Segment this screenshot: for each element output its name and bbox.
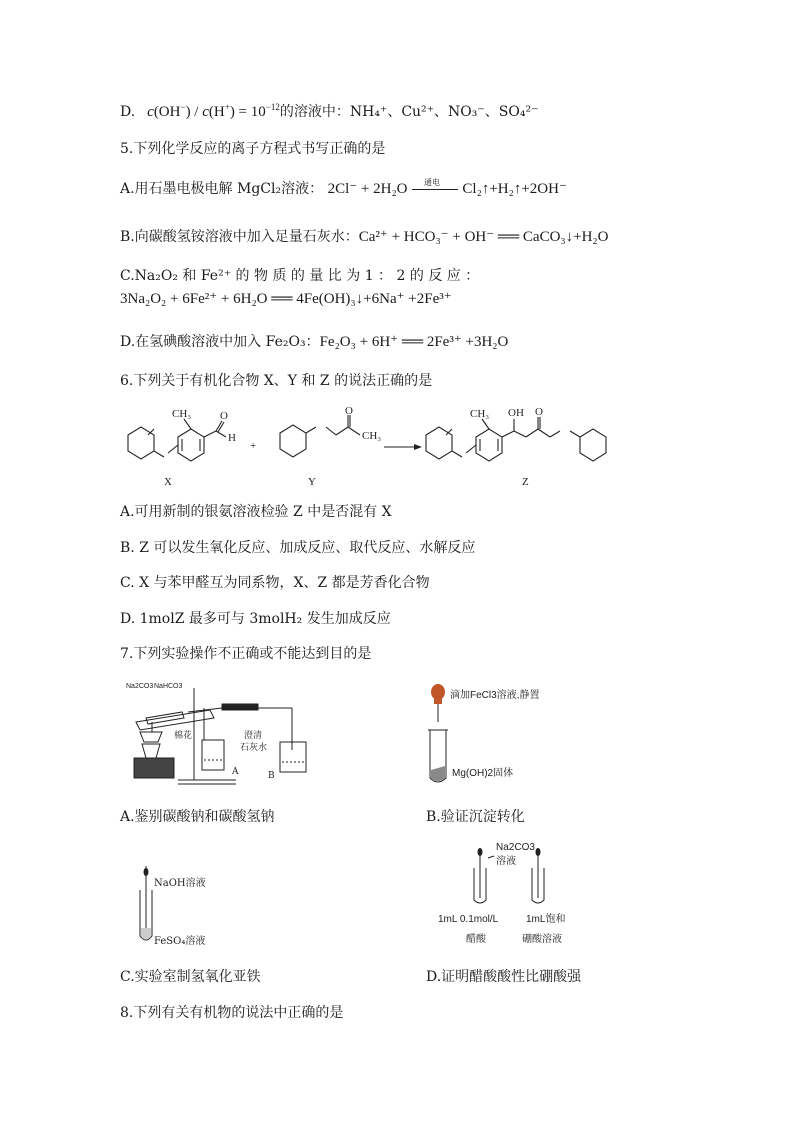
solution-label: 溶液 <box>496 856 516 867</box>
feso4-label: FeSO₄溶液 <box>154 936 206 947</box>
q6-option-a: A.可用新制的银氨溶液检验 Z 中是否混有 X <box>120 504 392 520</box>
q6-option-d: D. 1molZ 最多可与 3molH₂ 发生加成反应 <box>120 611 391 627</box>
q4-option-d <box>120 98 538 121</box>
apparatus-a <box>122 678 322 788</box>
q5-option-c: C.Na₂O₂ 和 Fe²⁺ 的 物 质 的 量 比 为 1 ： 2 的 反 应 ： <box>120 268 480 284</box>
limewater-label-2: 石灰水 <box>240 743 268 753</box>
acetic-label: 醋酸 <box>466 934 486 945</box>
q5-stem: 5.下列化学反应的离子方程式书写正确的是 <box>120 141 386 157</box>
electrolysis-arrow <box>412 180 458 198</box>
z-o-label: O <box>535 406 543 418</box>
q5-option-c-equation: 3Na₂O₂ + 6Fe²⁺ + 6H₂O ══ 4Fe(OH)₃↓+6Na⁺ +2Fe³⁺ <box>120 291 452 307</box>
q7-stem: 7.下列实验操作不正确或不能达到目的是 <box>120 646 372 662</box>
boric-label: 硼酸溶液 <box>522 934 562 945</box>
acetic-conc-label: 1mL 0.1mol/L <box>438 914 499 925</box>
condition-label: 通电 <box>423 178 440 187</box>
apparatus-d <box>432 838 592 948</box>
y-o-label: O <box>345 405 353 417</box>
na2co3-label: Na2CO3 <box>496 842 535 853</box>
label-z: Z <box>522 476 529 488</box>
z-ch3-label: CH₃ <box>470 408 490 420</box>
y-ch3-label: CH₃ <box>362 430 382 442</box>
q6-option-c: C. X 与苯甲醛互为同系物，X、Z 都是芳香化合物 <box>120 575 430 591</box>
x-ch3-label: CH₃ <box>172 408 192 420</box>
q6-option-b: B. Z 可以发生氧化反应、加成反应、取代反应、水解反应 <box>120 540 476 556</box>
label-y: Y <box>308 476 316 488</box>
q6-stem: 6.下列关于有机化合物 X、Y 和 Z 的说法正确的是 <box>120 373 433 389</box>
z-oh-label: OH <box>508 407 524 419</box>
q7-option-d: D.证明醋酸酸性比硼酸强 <box>426 969 582 985</box>
q5-option-b: B.向碳酸氢铵溶液中加入足量石灰水：Ca²⁺ + HCO₃⁻ + OH⁻ ══ CaCO₃↓+H₂O <box>120 229 609 245</box>
plus-sign: + <box>250 440 257 452</box>
q5-option-a: A.用石墨电极电解 MgCl₂溶液： 2Cl⁻ + 2H₂O 通电 Cl₂↑+H₂↑+2OH⁻ <box>120 180 567 198</box>
x-h-label: H <box>228 432 236 444</box>
na2co3-label: Na2CO3 <box>126 683 154 690</box>
q5-option-d: D.在氢碘酸溶液中加入 Fe₂O₃：Fe₂O₃ + 6H⁺ ══ 2Fe³⁺ +3H₂O <box>120 334 509 350</box>
label-b: B <box>268 771 275 781</box>
solid-label: Mg(OH)2固体 <box>452 768 514 779</box>
limewater-label-1: 澄清 <box>244 731 263 741</box>
x-o-label: O <box>220 410 228 422</box>
reaction-scheme <box>112 405 632 500</box>
q7-option-b: B.验证沉淀转化 <box>426 809 525 825</box>
ratio-formula: $c(OH^-) / c(H^+) = 10^{-12}$ <box>147 102 280 120</box>
label-x: X <box>164 476 172 488</box>
naoh-label: NaOH溶液 <box>154 878 206 889</box>
boric-conc-label: 1mL饱和 <box>526 914 566 925</box>
q7-option-c: C.实验室制氢氧化亚铁 <box>120 969 261 985</box>
apparatus-c <box>132 862 242 952</box>
option-letter: D. <box>120 104 136 120</box>
drop-label: 滴加FeCl3溶液,静置 <box>450 690 540 701</box>
apparatus-b <box>420 678 590 788</box>
q8-stem: 8.下列有关有机物的说法中正确的是 <box>120 1005 344 1021</box>
label-a: A <box>232 767 239 777</box>
cotton-label: 棉花 <box>174 731 193 741</box>
q7-option-a: A.鉴别碳酸钠和碳酸氢钠 <box>120 809 275 825</box>
ion-list: 的溶液中：NH₄⁺、Cu²⁺、NO₃⁻、SO₄²⁻ <box>279 104 539 120</box>
nahco3-label: NaHCO3 <box>154 683 183 690</box>
